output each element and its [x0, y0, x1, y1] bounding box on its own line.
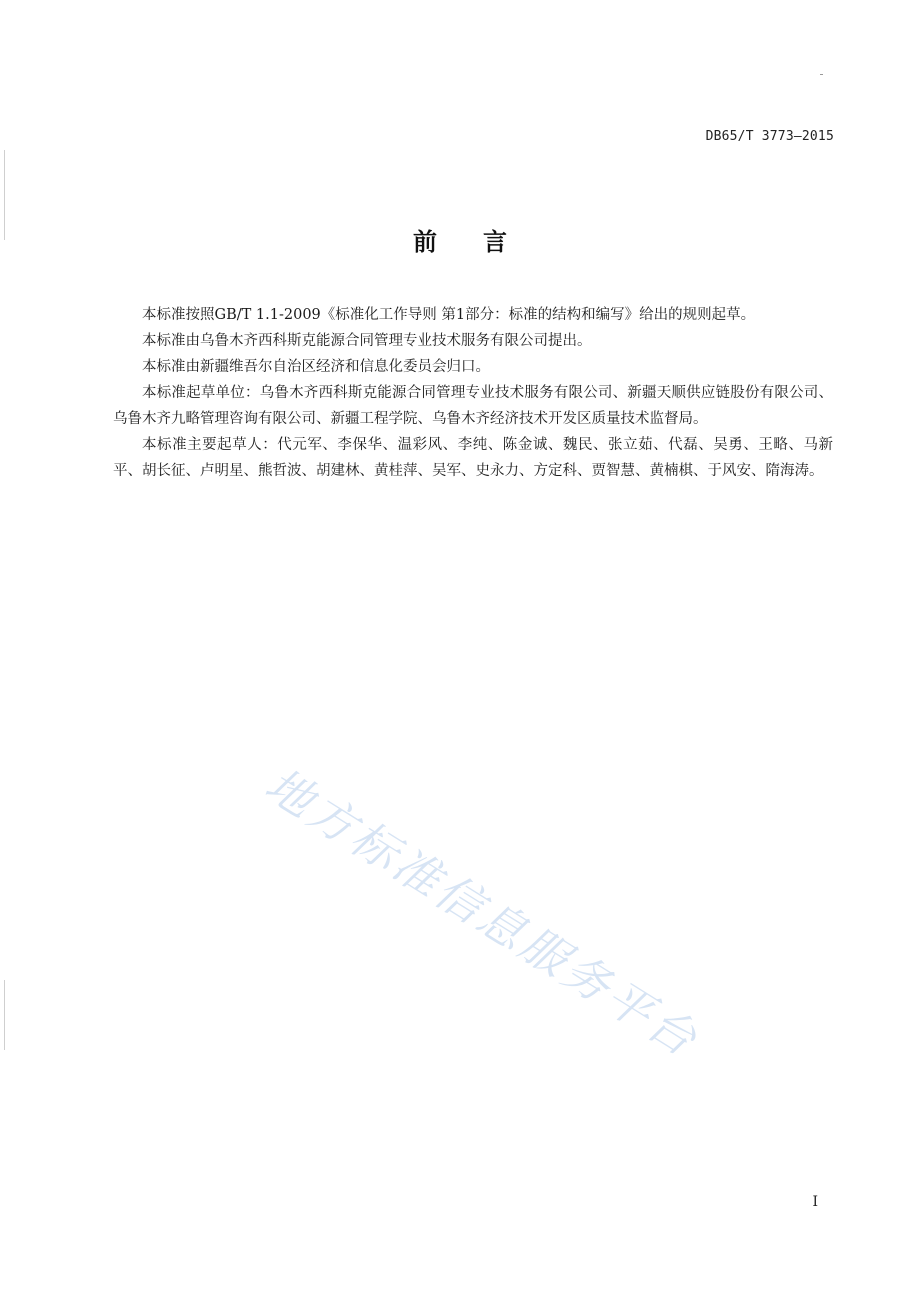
scan-edge-mark	[4, 980, 5, 1050]
watermark: 地方标准信息服务平台	[256, 757, 709, 1068]
paragraph-proposed-by: 本标准由乌鲁木齐西科斯克能源合同管理专业技术服务有限公司提出。	[142, 333, 592, 349]
paragraph-drafting-rules: 本标准按照GB/T 1.1-2009《标准化工作导则 第1部分：标准的结构和编写》给出的规则起草。	[142, 307, 756, 323]
paragraph-drafting-units: 本标准起草单位：乌鲁木齐西科斯克能源合同管理专业技术服务有限公司、新疆天顺供应链股份有限公司、乌鲁木齐九略管理咨询有限公司、新疆工程学院、乌鲁木齐经济技术开发区质量技术监督局。	[113, 385, 833, 427]
paragraph-centralized-by: 本标准由新疆维吾尔自治区经济和信息化委员会归口。	[142, 359, 490, 375]
paragraph-drafters: 本标准主要起草人：代元军、李保华、温彩风、李纯、陈金诚、魏民、张立茹、代磊、吴勇、王略、马新平、胡长征、卢明星、熊哲波、胡建林、黄桂萍、吴军、史永力、方定科、贾智慧、黄楠棋、于风安、隋海涛。	[113, 437, 833, 479]
document-code: DB65/T 3773—2015	[705, 129, 834, 144]
page-heading: 前言	[413, 228, 553, 256]
preface-body	[113, 302, 833, 484]
page-number: I	[812, 1194, 818, 1210]
scan-dot-mark	[820, 74, 823, 75]
